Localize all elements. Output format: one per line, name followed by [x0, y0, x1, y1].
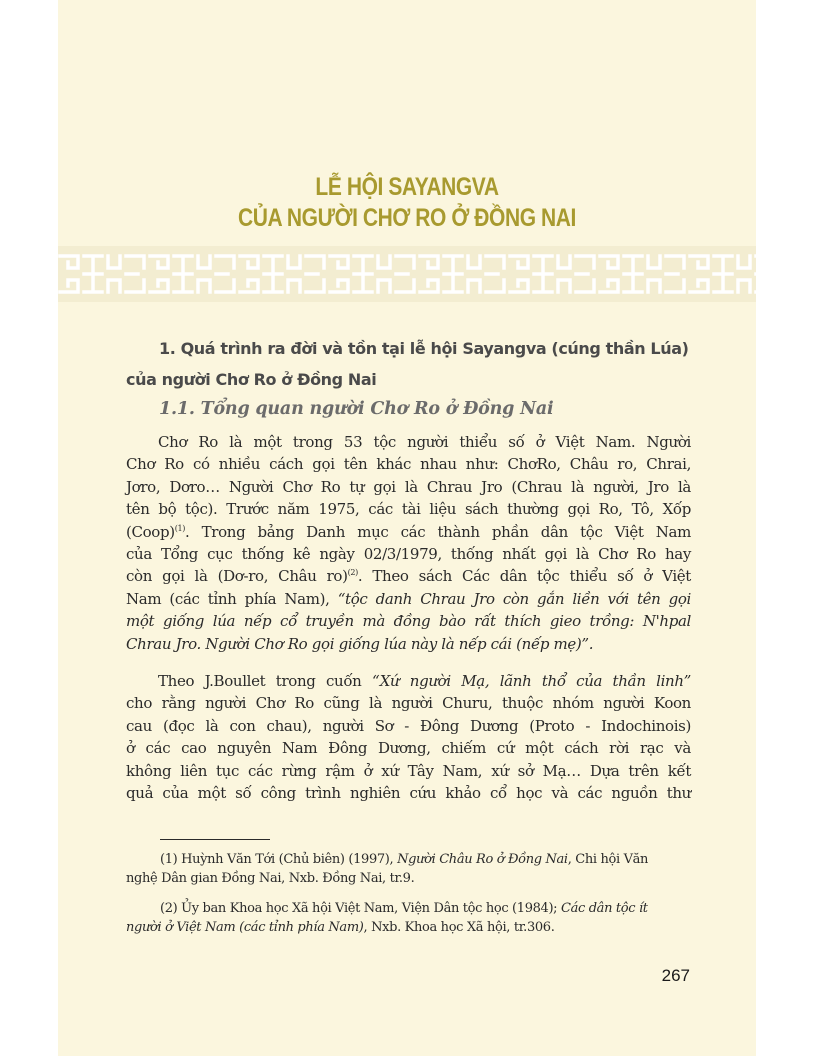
subsection-heading: 1.1. Tổng quan người Chơ Ro ở Đồng Nai: [159, 399, 554, 419]
footnote-separator: [160, 839, 270, 840]
footnote-line: [126, 918, 692, 937]
paragraph-1-line: Chơ Ro là một trong 53 tộc người thiểu số ở Việt Nam. Người: [158, 433, 691, 451]
book-title-segment: “Xứ người Mạ, lãnh thổ của thần linh”: [371, 672, 691, 690]
footnote-ref-2: (2): [347, 568, 358, 578]
text-segment: , Chi hội Văn: [567, 852, 649, 867]
paragraph-1-line: tên bộ tộc). Trước năm 1975, các tài liệu sách thường gọi Ro, Tô, Xốp: [126, 500, 691, 519]
section-heading-line-2: của người Chơ Ro ở Đồng Nai: [126, 370, 377, 389]
paragraph-1-line: [126, 565, 691, 587]
book-page: [58, 0, 756, 1056]
paragraph-1-line: Chơ Ro có nhiều cách gọi tên khác nhau như: ChơRo, Châu ro, Chrai,: [126, 455, 691, 474]
paragraph-2-line: quả của một số công trình nghiên cứu khảo cổ học và các nguồn thư: [126, 784, 691, 803]
text-segment: còn gọi là (Dơ-ro, Châu ro): [126, 567, 348, 586]
paragraph-1-line: của Tổng cục thống kê ngày 02/3/1979, thống nhất gọi là Chơ Ro hay: [126, 545, 691, 564]
paragraph-2-line: [126, 670, 691, 692]
quote-segment: “tộc danh Chrau Jro còn gắn liền với tên gọi: [337, 589, 691, 608]
text-segment: Nam (các tỉnh phía Nam),: [126, 589, 338, 608]
fret-ornament-icon: [58, 250, 756, 298]
paragraph-1: [126, 431, 691, 655]
cited-title: Các dân tộc ít: [561, 901, 648, 916]
paragraph-1-line: [126, 521, 691, 543]
footnote-2: [126, 899, 692, 937]
chapter-title-line-1: LỄ HỘI SAYANGVA: [315, 173, 499, 201]
page-number: 267: [661, 966, 690, 985]
footnote-1: [126, 850, 692, 888]
paragraph-2: [126, 670, 691, 804]
text-segment: (Coop): [126, 522, 175, 541]
footnote-line: [126, 899, 692, 918]
paragraph-1-quote-line: Chrau Jro. Người Chơ Ro gọi giống lúa này là nếp cái (nếp mẹ)”.: [126, 634, 594, 653]
text-segment: , Nxb. Khoa học Xã hội, tr.306.: [363, 920, 555, 935]
decorative-fret-border: [58, 246, 756, 302]
paragraph-1-quote-line: một giống lúa nếp cổ truyền mà đồng bào rất thích gieo trồng: N'hpal: [126, 612, 691, 631]
footnote-line: [126, 850, 692, 869]
paragraph-2-line: cho rằng người Chơ Ro cũng là người Churu, thuộc nhóm người Koon: [126, 694, 691, 713]
footnote-line: nghệ Dân gian Đồng Nai, Nxb. Đồng Nai, tr.9.: [126, 871, 415, 886]
text-segment: (1) Huỳnh Văn Tới (Chủ biên) (1997),: [160, 852, 398, 867]
cited-title: Người Châu Ro ở Đồng Nai: [397, 852, 568, 867]
text-segment: . Theo sách Các dân tộc thiểu số ở Việt: [357, 567, 691, 586]
section-heading-line-1: 1. Quá trình ra đời và tồn tại lễ hội Sayangva (cúng thần Lúa): [159, 339, 689, 358]
chapter-title-line-2: CỦA NGƯỜI CHƠ RO Ở ĐỒNG NAI: [238, 204, 576, 232]
text-segment: . Trong bảng Danh mục các thành phần dân tộc Việt Nam: [185, 522, 691, 541]
paragraph-2-line: cau (đọc là con chau), người Sơ - Đông Dương (Proto - Indochinois): [126, 716, 691, 735]
paragraph-2-line: ở các cao nguyên Nam Đông Dương, chiếm cứ một cách rời rạc và: [126, 739, 691, 758]
cited-title: người ở Việt Nam (các tỉnh phía Nam): [126, 920, 364, 935]
text-segment: (2) Ủy ban Khoa học Xã hội Việt Nam, Viện Dân tộc học (1984);: [160, 901, 561, 916]
footnote-ref-1: (1): [174, 523, 186, 533]
paragraph-2-line: không liên tục các rừng rậm ở xứ Tây Nam, xứ sở Mạ… Dựa trên kết: [126, 761, 691, 780]
paragraph-1-line: [126, 588, 691, 610]
text-segment: Theo J.Boullet trong cuốn: [158, 672, 372, 690]
paragraph-1-line: Jơro, Dơro… Người Chơ Ro tự gọi là Chrau Jro (Chrau là người, Jro là: [126, 477, 691, 496]
